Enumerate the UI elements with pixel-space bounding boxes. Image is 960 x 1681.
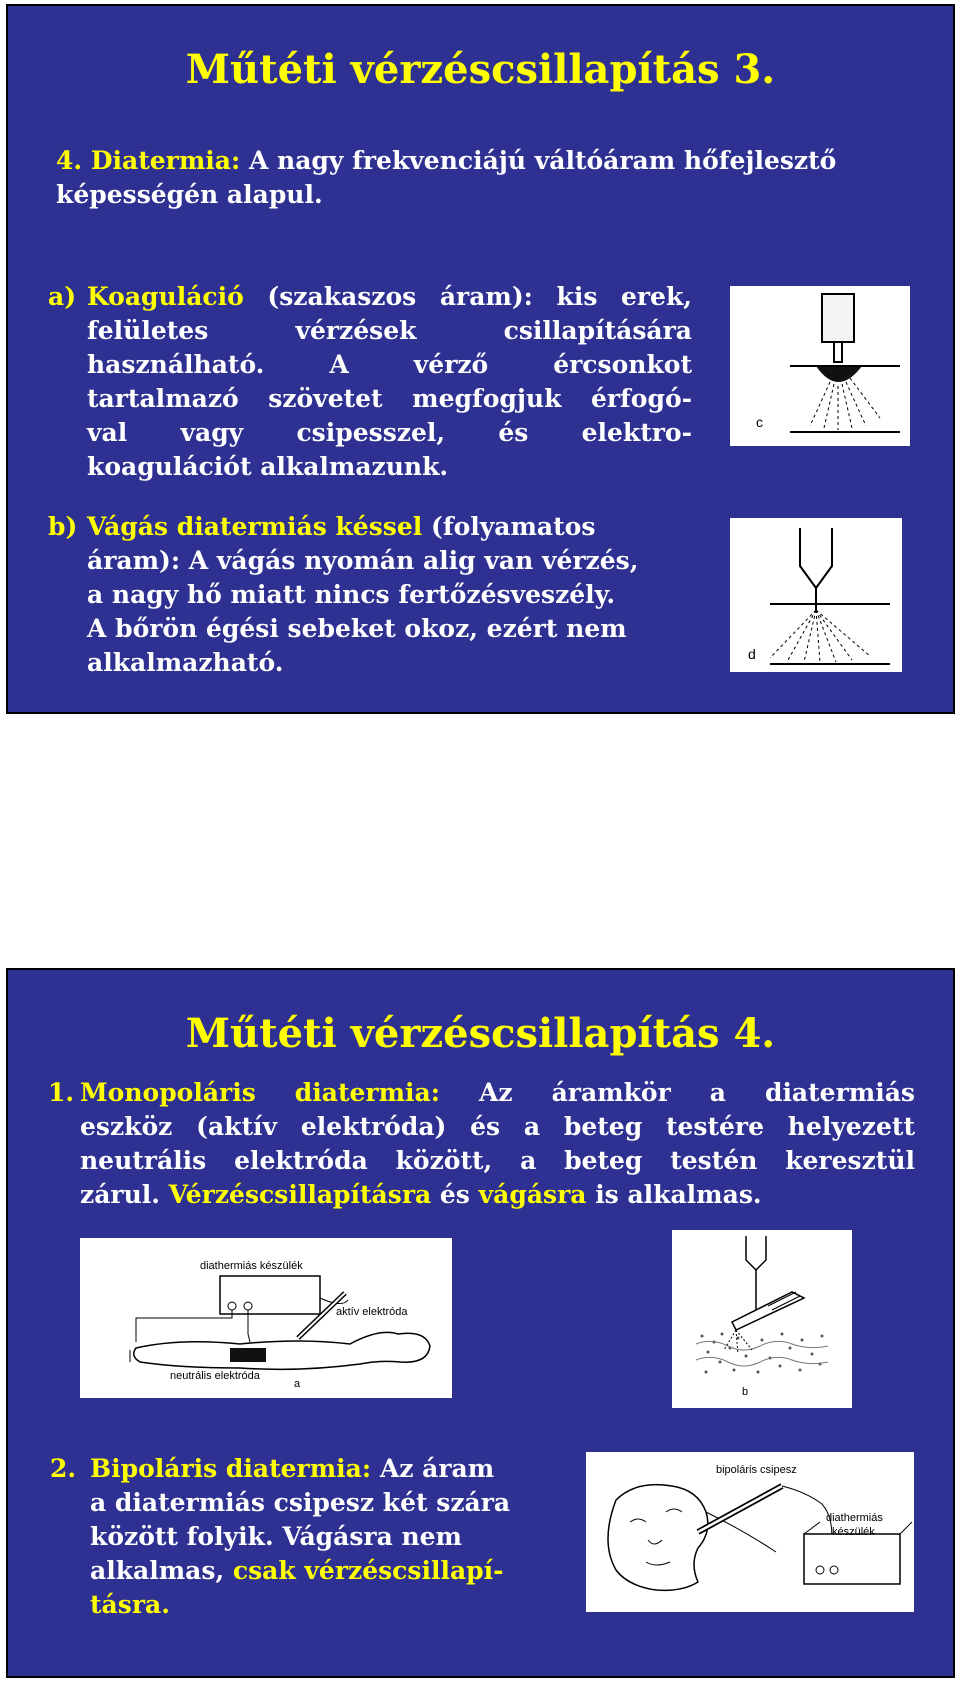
device-label-1: diathermiás bbox=[826, 1512, 883, 1524]
item-1-line-4a: zárul. bbox=[80, 1180, 160, 1209]
slide-4 bbox=[6, 968, 955, 1678]
item-a-text bbox=[87, 280, 692, 484]
item-1-line-4c: is alkalmas. bbox=[595, 1180, 762, 1209]
device-label: diathermiás készülék bbox=[200, 1260, 303, 1272]
slide-3 bbox=[6, 4, 955, 714]
item-1-line-1: Az áramkör a diatermiás bbox=[478, 1078, 915, 1107]
figure-a-letter: a bbox=[294, 1378, 301, 1390]
hemostasis-term: Vérzéscsillapításra bbox=[168, 1180, 432, 1209]
cutting-electrode-icon bbox=[730, 518, 902, 672]
intro-line-2: képességén alapul. bbox=[56, 180, 323, 209]
item-b-line-2: áram): A vágás nyomán alig van vérzés, bbox=[87, 546, 639, 575]
item-a-line-2: felületes vérzések csillapítására bbox=[87, 316, 692, 345]
item-1-line-3: neutrális elektróda között, a beteg testén keresztül bbox=[80, 1146, 915, 1175]
item-b-text bbox=[87, 510, 692, 680]
item-b-marker: b) bbox=[48, 512, 78, 541]
slide-title: Műtéti vérzéscsillapítás 3. bbox=[185, 46, 776, 93]
item-1-line-2: eszköz (aktív elektróda) és a beteg testére helyezett bbox=[80, 1112, 915, 1141]
item-b-term: Vágás diatermiás késsel bbox=[87, 512, 423, 541]
forceps-label: bipoláris csipesz bbox=[716, 1464, 797, 1476]
item-1-number: 1. bbox=[48, 1078, 75, 1107]
item-2-number: 2. bbox=[50, 1454, 77, 1483]
item-2-line-4a: alkalmas, bbox=[90, 1556, 225, 1585]
bipolar-term: Bipoláris diatermia: bbox=[90, 1454, 372, 1483]
item-2-line-5: tásra. bbox=[90, 1590, 170, 1619]
figure-b-letter: b bbox=[742, 1386, 749, 1398]
intro-line-1: A nagy frekvenciájú váltóáram hőfejlesztő bbox=[248, 146, 837, 175]
diathermy-intro bbox=[56, 144, 916, 212]
active-electrode-label: aktív elektróda bbox=[336, 1306, 408, 1318]
item-b-line-5: alkalmazható. bbox=[87, 648, 284, 677]
item-a-line-6: koagulációt alkalmazunk. bbox=[87, 452, 449, 481]
item-a-line-3: használható. A vérző ércsonkot bbox=[87, 350, 692, 379]
bipolar-text bbox=[90, 1452, 560, 1622]
device-label-2: készülék bbox=[832, 1526, 875, 1538]
coagulation-figure bbox=[730, 286, 910, 446]
item-b-line-3: a nagy hő miatt nincs fertőzésveszély. bbox=[87, 580, 616, 609]
intro-number: 4. bbox=[56, 146, 83, 175]
slide-title: Műtéti vérzéscsillapítás 4. bbox=[185, 1010, 776, 1057]
item-b-line-1: (folyamatos bbox=[431, 512, 596, 541]
neutral-electrode-label: neutrális elektróda bbox=[170, 1370, 260, 1382]
figure-c-label: c bbox=[756, 414, 763, 430]
monopolar-term: Monopoláris diatermia: bbox=[80, 1078, 440, 1107]
tissue-electrode-icon bbox=[672, 1230, 852, 1408]
item-a-term: Koaguláció bbox=[87, 282, 244, 311]
item-2-line-3: között folyik. Vágásra nem bbox=[90, 1522, 463, 1551]
cutting-figure bbox=[730, 518, 902, 672]
item-b-line-4: A bőrön égési sebeket okoz, ezért nem bbox=[87, 614, 627, 643]
item-1-line-4b: és bbox=[439, 1180, 470, 1209]
monopolar-cut-figure bbox=[672, 1230, 852, 1408]
cutting-term: vágásra bbox=[478, 1180, 587, 1209]
item-a-line-5: val vagy csipesszel, és elektro- bbox=[87, 418, 692, 447]
intro-term: Diatermia: bbox=[90, 146, 241, 175]
item-2-line-2: a diatermiás csipesz két szára bbox=[90, 1488, 511, 1517]
bipolar-setup-figure bbox=[586, 1452, 914, 1612]
monopolar-text bbox=[80, 1076, 915, 1212]
item-2-line-1: Az áram bbox=[379, 1454, 495, 1483]
hemostasis-only-term: csak vérzéscsillapí- bbox=[232, 1556, 504, 1585]
item-a-line-1: (szakaszos áram): kis erek, bbox=[267, 282, 692, 311]
figure-d-label: d bbox=[748, 646, 756, 662]
item-a-marker: a) bbox=[48, 282, 77, 311]
item-a-line-4: tartalmazó szövetet megfogjuk érfogó- bbox=[87, 384, 692, 413]
monopolar-setup-figure bbox=[80, 1238, 452, 1398]
